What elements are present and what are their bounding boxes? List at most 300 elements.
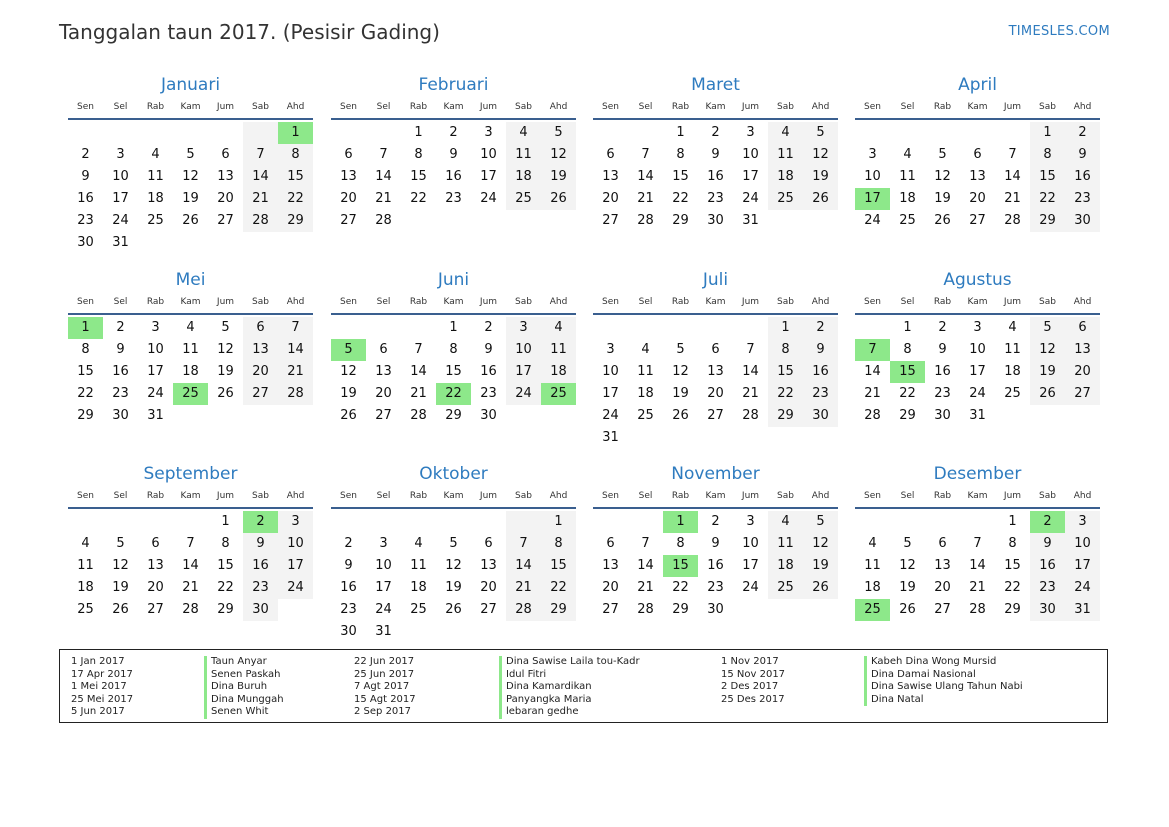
day-cell: 21 <box>637 191 654 206</box>
day-cell: 28 <box>969 602 986 617</box>
day-cell: 26 <box>445 602 462 617</box>
day-cell: 21 <box>410 386 427 401</box>
day-cell: 31 <box>112 235 129 250</box>
month-januari <box>68 72 313 254</box>
legend-date: 25 Jun 2017 <box>354 668 415 680</box>
weekday-label: Kam <box>967 491 988 501</box>
day-cell: 23 <box>1065 188 1100 210</box>
day-cell: 13 <box>340 169 357 184</box>
day-cell: 2 <box>484 320 493 335</box>
day-cell-empty <box>366 317 401 339</box>
legend-date: 25 Mei 2017 <box>71 693 134 705</box>
day-cell: 19 <box>541 166 576 188</box>
day-cell: 20 <box>969 191 986 206</box>
day-cell-empty <box>173 232 208 254</box>
day-cell: 21 <box>864 386 881 401</box>
day-cell: 26 <box>803 188 838 210</box>
day-cell-empty <box>401 317 436 339</box>
day-cell: 15 <box>217 558 234 573</box>
legend-date: 25 Des 2017 <box>721 693 785 705</box>
legend-dates-col-3 <box>721 656 785 706</box>
weekday-label: Rab <box>409 297 428 307</box>
day-cell: 15 <box>77 364 94 379</box>
day-cell: 28 <box>375 213 392 228</box>
day-cell: 14 <box>410 364 427 379</box>
brand-link[interactable]: TIMESLES.COM <box>1008 24 1110 39</box>
day-cell-empty <box>733 317 768 339</box>
legend-names-col-1 <box>204 656 284 719</box>
weekday-label: Sab <box>515 491 532 501</box>
day-cell: 17 <box>278 555 313 577</box>
day-cell: 4 <box>506 122 541 144</box>
day-cell: 12 <box>445 558 462 573</box>
weekday-label: Ahd <box>549 102 568 112</box>
day-cell: 22 <box>899 386 916 401</box>
weekday-label: Jum <box>216 102 235 112</box>
day-cell: 2 <box>116 320 125 335</box>
day-cell: 1 <box>676 125 685 140</box>
day-cell: 18 <box>182 364 199 379</box>
day-cell: 7 <box>186 536 195 551</box>
weekday-header <box>331 293 576 315</box>
day-cell: 18 <box>899 191 916 206</box>
day-cell-empty <box>401 511 436 533</box>
day-cell: 10 <box>506 339 541 361</box>
day-cell-holiday: 1 <box>278 122 313 144</box>
day-cell: 9 <box>938 342 947 357</box>
day-cell-empty <box>173 122 208 144</box>
day-cell-empty <box>68 122 103 144</box>
month-september <box>68 461 313 621</box>
weekday-label: Sel <box>376 491 391 501</box>
day-cell-empty <box>471 210 506 232</box>
day-cell: 14 <box>375 169 392 184</box>
day-cell: 14 <box>506 555 541 577</box>
month-desember <box>855 461 1100 621</box>
day-cell: 16 <box>1030 555 1065 577</box>
day-cell: 14 <box>742 364 759 379</box>
day-cell: 28 <box>1004 213 1021 228</box>
weekday-header <box>331 487 576 509</box>
day-cell: 28 <box>410 408 427 423</box>
day-cell: 6 <box>379 342 388 357</box>
day-cell: 17 <box>375 580 392 595</box>
day-cell: 4 <box>151 147 160 162</box>
day-cell: 29 <box>217 602 234 617</box>
weekday-label: Sab <box>1039 102 1056 112</box>
weekday-label: Sel <box>376 297 391 307</box>
day-cell: 20 <box>602 580 619 595</box>
day-cell-empty <box>593 122 628 144</box>
day-cell: 9 <box>243 533 278 555</box>
day-cell: 31 <box>969 408 986 423</box>
day-cell: 28 <box>864 408 881 423</box>
weekday-label: Sab <box>777 297 794 307</box>
day-cell: 2 <box>938 320 947 335</box>
month-oktober <box>331 461 576 643</box>
day-cell: 22 <box>541 577 576 599</box>
day-cell: 28 <box>182 602 199 617</box>
weekday-header <box>68 487 313 509</box>
day-cell: 20 <box>147 580 164 595</box>
day-cell: 11 <box>768 533 803 555</box>
legend-holiday-name: Taun Anyar <box>204 656 284 669</box>
weekday-label: Sen <box>602 491 619 501</box>
weekday-label: Sel <box>900 491 915 501</box>
day-cell: 7 <box>379 147 388 162</box>
day-cell-empty <box>208 122 243 144</box>
day-cell: 17 <box>147 364 164 379</box>
legend-date: 1 Mei 2017 <box>71 681 127 693</box>
day-cell: 3 <box>151 320 160 335</box>
day-cell: 12 <box>672 364 689 379</box>
weekday-header <box>855 487 1100 509</box>
day-cell: 9 <box>484 342 493 357</box>
day-cell: 6 <box>243 317 278 339</box>
day-cell: 27 <box>375 408 392 423</box>
day-cell: 10 <box>480 147 497 162</box>
day-cell-empty <box>1030 405 1065 427</box>
day-cell: 10 <box>147 342 164 357</box>
day-cell: 30 <box>1030 599 1065 621</box>
day-cell: 6 <box>344 147 353 162</box>
day-cell: 30 <box>243 599 278 621</box>
day-cell: 4 <box>868 536 877 551</box>
day-cell: 13 <box>969 169 986 184</box>
day-cell: 11 <box>182 342 199 357</box>
day-cell: 18 <box>410 580 427 595</box>
day-cell: 18 <box>506 166 541 188</box>
day-cell: 30 <box>934 408 951 423</box>
day-cell: 5 <box>221 320 230 335</box>
day-cell: 8 <box>1030 144 1065 166</box>
day-cell: 27 <box>340 213 357 228</box>
weekday-label: Ahd <box>286 297 305 307</box>
day-grid <box>68 315 313 427</box>
day-cell-empty <box>803 599 838 621</box>
day-cell: 6 <box>711 342 720 357</box>
day-cell: 29 <box>77 408 94 423</box>
day-cell-empty <box>890 122 925 144</box>
day-cell: 15 <box>672 169 689 184</box>
month-name: Mei <box>175 270 206 290</box>
month-juni <box>331 267 576 427</box>
month-name: Januari <box>160 75 221 95</box>
day-cell: 3 <box>746 125 755 140</box>
weekday-label: Sel <box>113 491 128 501</box>
day-cell: 22 <box>1004 580 1021 595</box>
weekday-label: Sen <box>77 297 94 307</box>
day-cell: 8 <box>81 342 90 357</box>
day-cell: 6 <box>973 147 982 162</box>
day-cell: 21 <box>243 188 278 210</box>
day-cell-empty <box>138 122 173 144</box>
day-cell: 19 <box>803 555 838 577</box>
day-cell: 1 <box>1030 122 1065 144</box>
day-cell: 13 <box>147 558 164 573</box>
day-cell: 20 <box>243 361 278 383</box>
weekday-label: Jum <box>479 102 498 112</box>
weekday-header <box>855 98 1100 120</box>
day-cell: 13 <box>602 558 619 573</box>
day-cell: 5 <box>541 122 576 144</box>
day-grid <box>68 120 313 254</box>
day-cell-empty <box>331 511 366 533</box>
day-cell: 6 <box>606 147 615 162</box>
day-cell: 18 <box>768 166 803 188</box>
day-cell: 8 <box>541 533 576 555</box>
weekday-label: Kam <box>705 297 726 307</box>
day-cell-empty <box>278 405 313 427</box>
day-cell: 24 <box>742 580 759 595</box>
day-cell: 14 <box>864 364 881 379</box>
day-cell: 3 <box>484 125 493 140</box>
month-name: April <box>958 75 997 95</box>
day-cell: 27 <box>969 213 986 228</box>
day-cell-empty <box>243 405 278 427</box>
day-cell-empty <box>103 122 138 144</box>
day-cell: 22 <box>77 386 94 401</box>
day-cell: 2 <box>803 317 838 339</box>
day-cell: 16 <box>1065 166 1100 188</box>
day-cell-empty <box>138 232 173 254</box>
weekday-label: Jum <box>741 491 760 501</box>
day-cell: 4 <box>903 147 912 162</box>
day-cell: 8 <box>676 147 685 162</box>
day-cell-empty <box>471 621 506 643</box>
weekday-label: Ahd <box>1073 102 1092 112</box>
day-cell: 31 <box>602 430 619 445</box>
day-cell-empty <box>366 122 401 144</box>
day-cell-holiday: 25 <box>173 383 208 405</box>
day-cell: 12 <box>112 558 129 573</box>
weekday-label: Kam <box>443 491 464 501</box>
month-april <box>855 72 1100 232</box>
day-cell: 1 <box>449 320 458 335</box>
weekday-label: Kam <box>705 102 726 112</box>
weekday-label: Jum <box>741 102 760 112</box>
legend-holiday-name: Dina Sawise Ulang Tahun Nabi <box>864 681 1023 694</box>
legend-date: 7 Agt 2017 <box>354 681 410 693</box>
day-cell: 29 <box>672 213 689 228</box>
day-cell: 17 <box>480 169 497 184</box>
day-cell: 30 <box>77 235 94 250</box>
day-cell: 22 <box>672 191 689 206</box>
legend-names-col-2 <box>499 656 640 719</box>
weekday-label: Sen <box>602 297 619 307</box>
day-cell-empty <box>278 599 313 621</box>
day-cell: 7 <box>506 533 541 555</box>
day-cell: 25 <box>410 602 427 617</box>
day-cell: 15 <box>541 555 576 577</box>
day-cell: 1 <box>541 511 576 533</box>
day-cell: 11 <box>147 169 164 184</box>
day-cell: 16 <box>934 364 951 379</box>
day-cell: 10 <box>742 536 759 551</box>
day-cell: 30 <box>480 408 497 423</box>
day-cell: 14 <box>182 558 199 573</box>
day-cell-empty <box>855 122 890 144</box>
day-cell: 14 <box>969 558 986 573</box>
weekday-label: Sel <box>638 102 653 112</box>
day-cell: 10 <box>969 342 986 357</box>
day-cell: 17 <box>1065 555 1100 577</box>
day-cell: 19 <box>217 364 234 379</box>
day-cell: 28 <box>742 408 759 423</box>
day-cell: 27 <box>147 602 164 617</box>
weekday-label: Sen <box>77 102 94 112</box>
day-cell-empty <box>208 405 243 427</box>
day-cell-empty <box>960 511 995 533</box>
month-name: Desember <box>933 464 1022 484</box>
day-cell: 22 <box>768 383 803 405</box>
weekday-label: Sab <box>777 491 794 501</box>
day-cell: 4 <box>768 511 803 533</box>
day-cell: 23 <box>480 386 497 401</box>
legend-date: 2 Des 2017 <box>721 681 779 693</box>
weekday-label: Sab <box>252 297 269 307</box>
day-cell: 6 <box>151 536 160 551</box>
day-grid <box>593 120 838 232</box>
day-cell: 23 <box>934 386 951 401</box>
day-cell: 17 <box>742 169 759 184</box>
day-cell: 21 <box>742 386 759 401</box>
day-cell: 5 <box>116 536 125 551</box>
day-cell-empty <box>628 427 663 449</box>
month-agustus <box>855 267 1100 427</box>
month-name: November <box>671 464 760 484</box>
day-cell: 31 <box>375 624 392 639</box>
day-cell: 9 <box>711 147 720 162</box>
day-cell: 2 <box>449 125 458 140</box>
day-cell: 9 <box>449 147 458 162</box>
day-cell: 30 <box>340 624 357 639</box>
day-cell: 24 <box>375 602 392 617</box>
day-cell: 30 <box>112 408 129 423</box>
day-cell: 14 <box>243 166 278 188</box>
day-cell: 8 <box>1008 536 1017 551</box>
day-cell: 21 <box>637 580 654 595</box>
legend-holiday-name: Panyangka Maria <box>499 694 640 707</box>
legend-holiday-name: Senen Paskah <box>204 669 284 682</box>
day-cell: 7 <box>641 536 650 551</box>
day-cell-empty <box>855 317 890 339</box>
day-cell-empty <box>768 599 803 621</box>
legend-holiday-name: lebaran gedhe <box>499 706 640 719</box>
day-cell: 22 <box>1030 188 1065 210</box>
weekday-label: Sab <box>777 102 794 112</box>
day-cell-empty <box>506 621 541 643</box>
day-cell: 9 <box>116 342 125 357</box>
weekday-header <box>331 98 576 120</box>
day-cell: 3 <box>506 317 541 339</box>
weekday-label: Jum <box>741 297 760 307</box>
day-cell-empty <box>593 317 628 339</box>
weekday-label: Ahd <box>286 102 305 112</box>
day-cell: 28 <box>637 213 654 228</box>
day-cell-empty <box>925 122 960 144</box>
day-cell: 10 <box>112 169 129 184</box>
month-juli <box>593 267 838 449</box>
day-cell-empty <box>628 317 663 339</box>
day-cell-holiday: 17 <box>855 188 890 210</box>
weekday-label: Kam <box>180 102 201 112</box>
day-cell: 22 <box>410 191 427 206</box>
day-cell: 13 <box>707 364 724 379</box>
day-cell: 20 <box>340 191 357 206</box>
day-cell: 3 <box>379 536 388 551</box>
day-cell: 24 <box>602 408 619 423</box>
weekday-label: Ahd <box>1073 297 1092 307</box>
day-cell: 8 <box>768 339 803 361</box>
day-cell: 22 <box>672 580 689 595</box>
weekday-header <box>593 293 838 315</box>
day-cell: 7 <box>973 536 982 551</box>
day-cell: 13 <box>375 364 392 379</box>
day-cell-empty <box>663 317 698 339</box>
legend-holiday-name: Dina Damai Nasional <box>864 669 1023 682</box>
weekday-label: Sel <box>900 102 915 112</box>
day-cell-empty <box>541 621 576 643</box>
day-cell-empty <box>628 122 663 144</box>
legend-names-col-3 <box>864 656 1023 706</box>
day-cell: 31 <box>1065 599 1100 621</box>
weekday-label: Kam <box>180 297 201 307</box>
day-cell: 1 <box>221 514 230 529</box>
day-cell: 24 <box>112 213 129 228</box>
day-cell: 13 <box>243 339 278 361</box>
legend-dates-col-2 <box>354 656 416 719</box>
month-name: Juni <box>437 270 470 290</box>
day-grid <box>593 509 838 621</box>
weekday-label: Sen <box>602 102 619 112</box>
weekday-label: Sen <box>864 297 881 307</box>
day-cell: 6 <box>221 147 230 162</box>
day-cell: 11 <box>637 364 654 379</box>
legend-holiday-name: Senen Whit <box>204 706 284 719</box>
weekday-label: Rab <box>933 102 952 112</box>
day-cell-empty <box>698 427 733 449</box>
day-cell: 12 <box>182 169 199 184</box>
day-cell-empty <box>471 511 506 533</box>
day-cell: 27 <box>602 602 619 617</box>
day-cell: 13 <box>217 169 234 184</box>
day-cell: 15 <box>1030 166 1065 188</box>
day-cell: 26 <box>112 602 129 617</box>
day-cell: 20 <box>217 191 234 206</box>
day-cell: 26 <box>899 602 916 617</box>
day-cell: 16 <box>243 555 278 577</box>
day-cell: 20 <box>480 580 497 595</box>
weekday-label: Rab <box>933 491 952 501</box>
day-cell: 30 <box>1065 210 1100 232</box>
day-cell-holiday: 25 <box>855 599 890 621</box>
day-cell: 20 <box>602 191 619 206</box>
day-cell-holiday: 15 <box>890 361 925 383</box>
day-cell: 17 <box>112 191 129 206</box>
day-cell: 27 <box>707 408 724 423</box>
month-mei <box>68 267 313 427</box>
day-cell: 5 <box>803 511 838 533</box>
day-cell-holiday: 25 <box>541 383 576 405</box>
weekday-label: Kam <box>180 491 201 501</box>
day-cell-empty <box>768 427 803 449</box>
day-cell: 14 <box>1004 169 1021 184</box>
weekday-label: Sel <box>376 102 391 112</box>
day-cell: 15 <box>445 364 462 379</box>
day-cell: 29 <box>541 599 576 621</box>
day-cell: 30 <box>707 213 724 228</box>
